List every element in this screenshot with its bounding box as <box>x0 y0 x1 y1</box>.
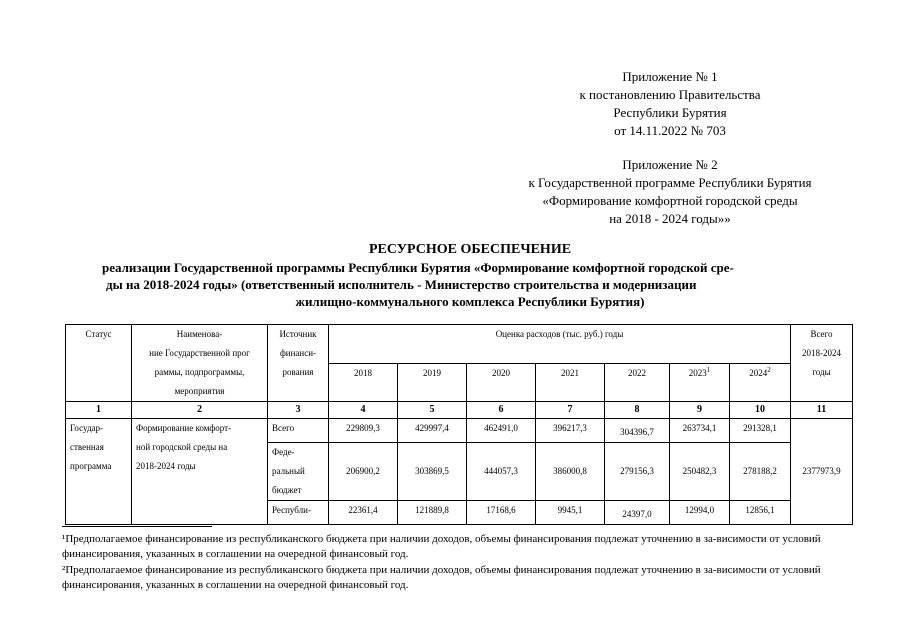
title-line-1: реализации Государственной программы Республики Бурятия «Формирование комфортной городской сре- <box>102 260 734 275</box>
title-line-2: ды на 2018-2024 годы» (ответственный исполнитель - Министерство строительства и модернизации <box>106 277 697 292</box>
header-year-2020: 2020 <box>467 363 536 402</box>
value-cell: 250482,3 <box>670 443 730 501</box>
header-year-2023 <box>670 363 730 402</box>
value-cell: 263734,1 <box>670 419 730 443</box>
source-line-1: Феде- <box>272 447 295 457</box>
header-year-2022: 2022 <box>605 363 670 402</box>
value-cell: 12856,1 <box>730 501 791 525</box>
total-value-cell: 2377973,9 <box>791 419 853 525</box>
footnotes <box>62 532 852 594</box>
value-cell: 303869,5 <box>398 443 467 501</box>
appendix-1-number: Приложение № 1 <box>622 69 718 84</box>
value-cell: 304396,7 <box>605 419 670 443</box>
header-year-2019: 2019 <box>398 363 467 402</box>
col-number: 3 <box>268 402 329 419</box>
column-number-row <box>66 402 853 419</box>
value-cell: 429997,4 <box>398 419 467 443</box>
source-cell: Республи- <box>268 501 329 525</box>
appendix-2-number: Приложение № 2 <box>622 157 718 172</box>
value-cell: 278188,2 <box>730 443 791 501</box>
title-line-3: жилищно-коммунального комплекса Республики Бурятия) <box>295 294 645 309</box>
header-name-line-4: мероприятия <box>174 386 225 396</box>
header-total <box>791 325 853 402</box>
col-number: 1 <box>66 402 132 419</box>
value-cell: 444057,3 <box>467 443 536 501</box>
col-number: 10 <box>730 402 791 419</box>
value-cell: 12994,0 <box>670 501 730 525</box>
header-source-line-3: рования <box>282 367 314 377</box>
header-name-line-2: ние Государственной прог <box>149 348 250 358</box>
source-cell: Всего <box>268 419 329 443</box>
col-number: 5 <box>398 402 467 419</box>
header-status <box>66 325 132 402</box>
source-line-2: ральный <box>272 466 305 476</box>
value-cell: 17168,6 <box>467 501 536 525</box>
col-number: 8 <box>605 402 670 419</box>
appendix-1-date: от 14.11.2022 № 703 <box>614 123 726 138</box>
col-number: 4 <box>329 402 398 419</box>
col-number: 6 <box>467 402 536 419</box>
year-2024-footnote-mark: 2 <box>767 365 771 374</box>
header-source-line-2: финанси- <box>279 348 317 358</box>
program-name-cell <box>132 419 268 525</box>
footnote-separator <box>62 526 212 527</box>
status-line-3: программа <box>70 461 112 471</box>
value-cell: 9945,1 <box>536 501 605 525</box>
appendix-1-republic: Республики Бурятия <box>613 105 727 120</box>
header-estimate: Оценка расходов (тыс. руб.) годы <box>329 325 791 364</box>
resource-table <box>65 324 853 525</box>
header-status-label: Статус <box>85 329 112 339</box>
value-cell: 279156,3 <box>605 443 670 501</box>
col-number: 11 <box>791 402 853 419</box>
value-cell: 396217,3 <box>536 419 605 443</box>
program-name-line-2: ной городской среды на <box>136 442 228 452</box>
col-number: 2 <box>132 402 268 419</box>
appendix-2-program: к Государственной программе Республики Бурятия <box>528 175 812 190</box>
year-2023-footnote-mark: 1 <box>706 365 711 374</box>
header-year-2018: 2018 <box>329 363 398 402</box>
header-source <box>268 325 329 402</box>
title-main: РЕСУРСНОЕ ОБЕСПЕЧЕНИЕ <box>368 242 572 257</box>
program-name-line-1: Формирование комфорт- <box>136 423 232 433</box>
header-name <box>132 325 268 402</box>
header-name-line-1: Наименова- <box>176 329 223 339</box>
value-cell: 24397,0 <box>605 501 670 525</box>
table-header-row-1 <box>66 325 853 364</box>
footnote-2-mark: ² <box>62 564 66 576</box>
appendix-2-period: на 2018 - 2024 годы»» <box>609 211 731 226</box>
value-cell: 121889,8 <box>398 501 467 525</box>
footnote-2-text: Предполагаемое финансирование из республиканского бюджета при наличии доходов, объемы финансирования подлежат уточнению в за-висимости от условий финансирования, указанных в соглашении на очередной финансовый год. <box>62 564 821 591</box>
year-2024-label: 2024 <box>749 367 768 378</box>
source-line-3: бюджет <box>272 485 302 495</box>
header-year-2024 <box>730 363 791 402</box>
status-line-2: ственная <box>70 442 104 452</box>
header-total-line-3: годы <box>812 367 831 377</box>
source-cell <box>268 443 329 501</box>
value-cell: 386000,8 <box>536 443 605 501</box>
appendix-2-header <box>490 156 850 228</box>
year-2023-label: 2023 <box>688 367 707 378</box>
value-cell: 22361,4 <box>329 501 398 525</box>
appendix-1-decree: к постановлению Правительства <box>579 87 761 102</box>
header-total-line-1: Всего <box>810 329 833 339</box>
header-total-line-2: 2018-2024 <box>802 348 841 358</box>
col-number: 9 <box>670 402 730 419</box>
value-cell: 206900,2 <box>329 443 398 501</box>
header-source-line-1: Источник <box>279 329 317 339</box>
value-cell: 229809,3 <box>329 419 398 443</box>
document-title <box>90 241 850 310</box>
header-name-line-3: раммы, подпрограммы, <box>154 367 245 377</box>
footnote-1-mark: ¹ <box>62 533 66 545</box>
appendix-2-program-name: «Формирование комфортной городской среды <box>542 193 798 208</box>
col-number: 7 <box>536 402 605 419</box>
value-cell: 462491,0 <box>467 419 536 443</box>
value-cell: 291328,1 <box>730 419 791 443</box>
table-row-total <box>66 419 853 443</box>
footnote-1 <box>62 532 852 562</box>
footnote-2 <box>62 563 852 593</box>
status-cell <box>66 419 132 525</box>
appendix-1-header <box>540 68 800 140</box>
program-name-line-3: 2018-2024 годы <box>136 461 196 471</box>
header-year-2021: 2021 <box>536 363 605 402</box>
status-line-1: Государ- <box>70 423 104 433</box>
footnote-1-text: Предполагаемое финансирование из республиканского бюджета при наличии доходов, объемы финансирования подлежат уточнению в за-висимости от условий финансирования, указанных в соглашении на очередной финансовый год. <box>62 533 821 560</box>
